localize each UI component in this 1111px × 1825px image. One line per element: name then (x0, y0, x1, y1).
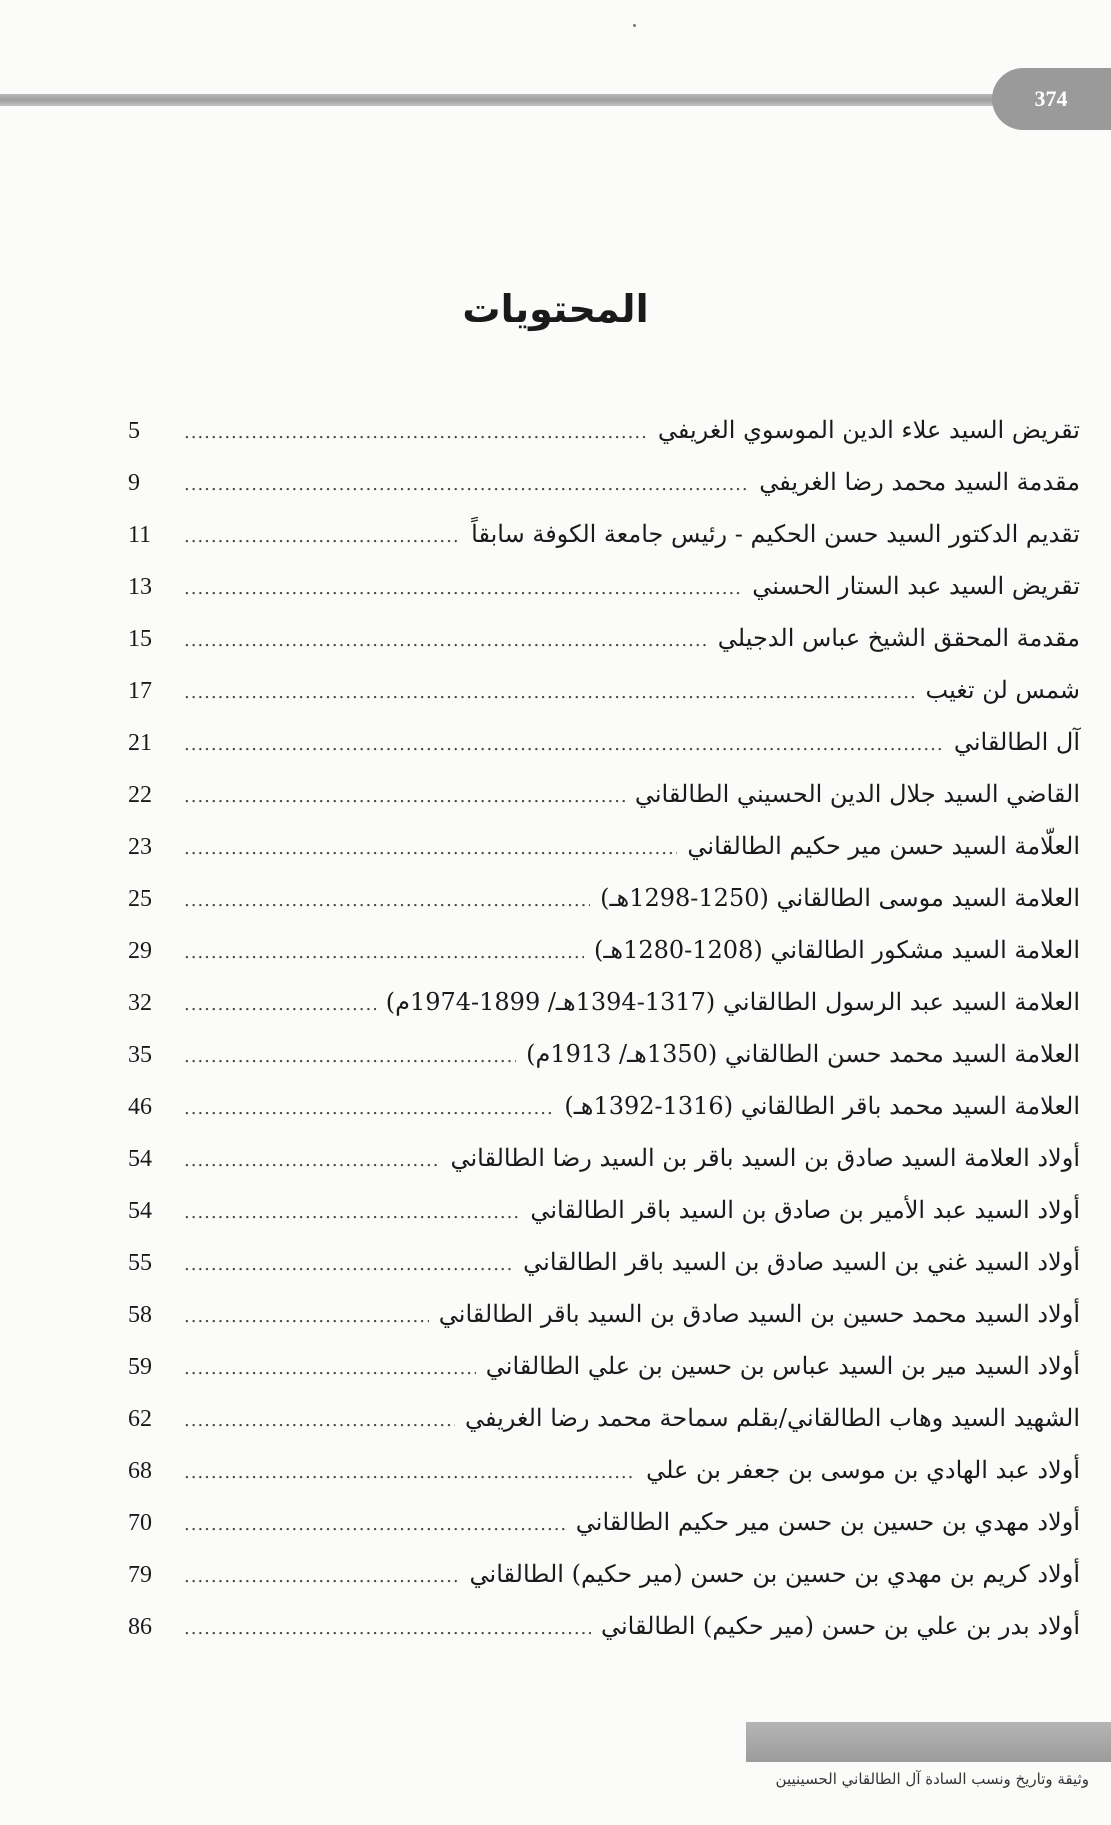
dot-leader (184, 459, 749, 511)
dot-leader (184, 823, 677, 875)
toc-entry (128, 1132, 1080, 1184)
toc-entry-page: 13 (128, 574, 152, 600)
toc-entry (128, 1340, 1080, 1392)
toc-entry (128, 664, 1080, 716)
toc-entry-page: 62 (128, 1406, 152, 1432)
toc-entry (128, 820, 1080, 872)
toc-entry-page: 54 (128, 1146, 152, 1172)
dot-leader (184, 1135, 440, 1187)
toc-entry-page: 17 (128, 678, 152, 704)
dot-leader (184, 1551, 460, 1603)
toc-entry-page: 46 (128, 1094, 152, 1120)
toc-entry-page: 55 (128, 1250, 152, 1276)
print-speck (633, 24, 636, 27)
toc-entry-title: القاضي السيد جلال الدين الحسيني الطالقاني (634, 780, 1080, 808)
toc-entry (128, 872, 1080, 924)
toc-entry-page: 9 (128, 470, 140, 496)
dot-leader (184, 1031, 516, 1083)
dot-leader (184, 1499, 566, 1551)
toc-entry-title: العلامة السيد موسى الطالقاني (1250-1298هـ) (600, 884, 1080, 912)
toc-entry-title: العلامة السيد مشكور الطالقاني (1208-1280هـ) (594, 936, 1080, 964)
toc-entry (128, 1184, 1080, 1236)
toc-entry-title: تقريض السيد علاء الدين الموسوي الغريفي (657, 416, 1080, 444)
toc-entry-title: أولاد السيد محمد حسين بن السيد صادق بن السيد باقر الطالقاني (438, 1300, 1080, 1328)
toc-entry (128, 1080, 1080, 1132)
toc-entry (128, 612, 1080, 664)
toc-entry (128, 976, 1080, 1028)
running-footer: وثيقة وتاريخ ونسب السادة آل الطالقاني الحسينيين (775, 1770, 1089, 1788)
toc-entry (128, 1600, 1080, 1652)
toc-entry (128, 1444, 1080, 1496)
toc-entry-page: 54 (128, 1198, 152, 1224)
dot-leader (184, 1395, 455, 1447)
toc-entry-page: 86 (128, 1614, 152, 1640)
toc-entry-page: 58 (128, 1302, 152, 1328)
toc-entry (128, 768, 1080, 820)
dot-leader (184, 875, 590, 927)
toc-entry (128, 1392, 1080, 1444)
dot-leader (184, 1343, 476, 1395)
dot-leader (184, 1083, 554, 1135)
toc-entry-page: 21 (128, 730, 152, 756)
toc-entry-page: 25 (128, 886, 152, 912)
dot-leader (184, 615, 708, 667)
page-number-badge (992, 68, 1111, 130)
toc-entry (128, 924, 1080, 976)
page-number: 374 (1034, 86, 1068, 111)
toc-entry (128, 1028, 1080, 1080)
dot-leader (184, 563, 742, 615)
toc-entry-title: أولاد السيد عبد الأمير بن صادق بن السيد باقر الطالقاني (530, 1196, 1080, 1224)
dot-leader (184, 719, 944, 771)
toc-entry (128, 456, 1080, 508)
toc-entry-page: 5 (128, 418, 140, 444)
toc-entry-title: أولاد السيد مير بن السيد عباس بن حسين بن علي الطالقاني (485, 1352, 1080, 1380)
dot-leader (184, 1187, 520, 1239)
toc-entry-title: العلامة السيد محمد باقر الطالقاني (1316-1392هـ) (564, 1092, 1080, 1120)
toc-entry (128, 1288, 1080, 1340)
dot-leader (184, 1603, 591, 1655)
toc-entry-page: 70 (128, 1510, 152, 1536)
footer-band (746, 1722, 1111, 1762)
toc-entry-page: 29 (128, 938, 152, 964)
toc-entry-page: 35 (128, 1042, 152, 1068)
toc-entry-title: شمس لن تغيب (925, 676, 1080, 704)
toc-entry-page: 22 (128, 782, 152, 808)
toc-entry-page: 32 (128, 990, 152, 1016)
dot-leader (184, 511, 461, 563)
dot-leader (184, 771, 625, 823)
toc-entry-page: 15 (128, 626, 152, 652)
toc-entry-page: 23 (128, 834, 152, 860)
toc-entry-title: أولاد كريم بن مهدي بن حسين بن حسن (مير حكيم) الطالقاني (469, 1560, 1080, 1588)
dot-leader (184, 1291, 429, 1343)
toc-entry-title: العلامة السيد محمد حسن الطالقاني (1350هـ/ 1913م) (526, 1040, 1080, 1068)
toc-entry-title: العلّامة السيد حسن مير حكيم الطالقاني (687, 832, 1080, 860)
toc-entry (128, 1548, 1080, 1600)
toc-entry (128, 716, 1080, 768)
header-rule (0, 94, 1000, 106)
toc-entry (128, 1496, 1080, 1548)
toc-entry-page: 68 (128, 1458, 152, 1484)
toc-entry-title: الشهيد السيد وهاب الطالقاني/بقلم سماحة محمد رضا الغريفي (464, 1404, 1080, 1432)
toc-entry (128, 560, 1080, 612)
toc-entry-title: مقدمة المحقق الشيخ عباس الدجيلي (717, 624, 1080, 652)
dot-leader (184, 927, 584, 979)
toc-entry (128, 404, 1080, 456)
toc-entry-title: آل الطالقاني (953, 728, 1080, 756)
toc-entry-page: 79 (128, 1562, 152, 1588)
dot-leader (184, 979, 376, 1031)
toc-entry-title: أولاد بدر بن علي بن حسن (مير حكيم) الطالقاني (600, 1612, 1080, 1640)
toc-entry (128, 1236, 1080, 1288)
dot-leader (184, 1447, 636, 1499)
dot-leader (184, 1239, 513, 1291)
dot-leader (184, 667, 916, 719)
toc-entry-page: 59 (128, 1354, 152, 1380)
toc-entry-title: تقريض السيد عبد الستار الحسني (752, 572, 1080, 600)
toc-entry-title: العلامة السيد عبد الرسول الطالقاني (1317-1394هـ/ 1899-1974م) (385, 988, 1080, 1016)
toc-entry-title: أولاد مهدي بن حسين بن حسن مير حكيم الطالقاني (575, 1508, 1080, 1536)
toc-entry-page: 11 (128, 522, 152, 548)
toc-entry-title: أولاد العلامة السيد صادق بن السيد باقر بن السيد رضا الطالقاني (450, 1144, 1080, 1172)
toc-entry (128, 508, 1080, 560)
toc-entry-title: تقديم الدكتور السيد حسن الحكيم - رئيس جامعة الكوفة سابقاً (471, 520, 1080, 548)
toc-entry-title: مقدمة السيد محمد رضا الغريفي (759, 468, 1080, 496)
page-title: المحتويات (462, 287, 649, 332)
table-of-contents (128, 404, 1080, 1652)
toc-entry-title: أولاد عبد الهادي بن موسى بن جعفر بن علي (646, 1456, 1080, 1484)
dot-leader (184, 407, 648, 459)
toc-entry-title: أولاد السيد غني بن السيد صادق بن السيد باقر الطالقاني (523, 1248, 1080, 1276)
